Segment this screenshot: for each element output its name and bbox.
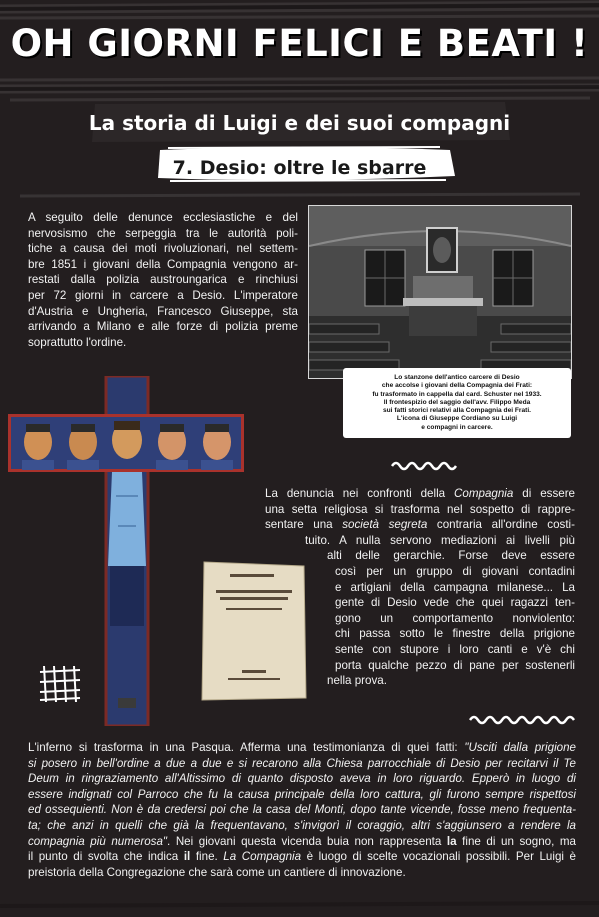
text-line — [28, 818, 576, 834]
text-run: porta qualche pezzo di pane per sostenerli — [335, 658, 575, 672]
text-run: fine di un sogno, ma — [456, 834, 576, 848]
text-run: La Compagnia — [223, 850, 302, 864]
text-run: Compagnia — [454, 487, 514, 500]
text-line — [28, 740, 576, 756]
caption-line: Il frontespizio del saggio dell'avv. Filippo Meda — [383, 398, 531, 406]
text-line: bre 1851 i giovani della Compagnia vengono ar- — [28, 257, 298, 271]
text-run: una setta religiosa si trasforma nel sospetto di rappre- — [265, 502, 575, 516]
text-line — [265, 673, 575, 689]
text-run: fine. — [190, 850, 224, 864]
caption-line: che accolse i giovani della Compagnia dei Frati: — [381, 382, 533, 390]
text-run: si posero in bell'ordine a due a due e si recarono alla Chiesa parrocchiale di Desio per recitarvi il Te — [28, 756, 576, 770]
closing-paragraph — [28, 740, 576, 880]
text-line — [265, 611, 575, 627]
text-line — [28, 756, 576, 772]
text-run: gono un comportamento nonviolento: — [335, 611, 575, 625]
caption-line: Lo stanzone dell'antico carcere di Desio — [394, 374, 520, 381]
photo-caption — [343, 368, 571, 438]
text-line: A seguito delle denunce ecclesiastiche e del — [28, 211, 298, 224]
text-line: nervosismo che serpeggia tra le autorità poli- — [28, 226, 298, 240]
squiggle-decoration — [468, 712, 578, 726]
text-run: sentare una — [265, 518, 343, 532]
text-run: tuito. A nulla servono mediazioni ai livelli più — [305, 533, 575, 547]
text-line — [28, 771, 576, 787]
text-line: soprattutto l'ordine. — [28, 335, 127, 349]
text-run: alti delle gerarchie. Forse deve essere — [327, 549, 575, 563]
text-line: d'Austria e Ungheria, Francesco Giuseppe, sta — [28, 304, 298, 318]
page-title: OH GIORNI FELICI E BEATI ! — [10, 22, 589, 65]
text-run: la — [446, 834, 457, 848]
squiggle-decoration — [390, 458, 460, 472]
text-line — [265, 564, 575, 580]
text-run: nella prova. — [327, 674, 387, 688]
text-run: compagnia più numerosa" — [28, 834, 168, 848]
text-run: e artigiani della campagna milanese... La — [335, 580, 575, 594]
caption-line: L'icona di Giuseppe Cordiano su Luigi — [396, 415, 518, 423]
text-line: tiche a causa dei moti rivoluzionari, nel settem- — [28, 242, 298, 256]
text-line: restati dalla polizia austroungarica e rinchiusi — [28, 273, 298, 287]
chapter-heading: 7. Desio: oltre le sbarre — [172, 157, 427, 179]
caption-line: fu trasformato in cappella dal card. Schuster nel 1933. — [372, 390, 542, 398]
text-run: "Usciti dalla prigione — [464, 741, 576, 754]
text-run: il punto di svolta che indica — [28, 850, 184, 864]
text-run: preistoria della Congregazione che sarà come un cantiere di innovazione. — [28, 865, 406, 879]
text-line — [28, 834, 576, 850]
text-run: La denuncia nei confronti della — [265, 487, 455, 500]
caption-line: sui fatti storici relativi alla Compagnia dei Frati. — [382, 407, 532, 415]
text-line — [28, 849, 576, 865]
text-line: per 72 giorni in carcere a Desio. L'imperatore — [28, 288, 298, 302]
text-run: ta; che anzi in quelli che già la frequentavano, s'invigorì il coraggio, altri s'aggiunsero a rendere la — [28, 818, 576, 832]
text-run: ed ossequienti. Non è da credersi poi che la casa del Monti, dopo tante vicende, fosse meno frequenta- — [28, 803, 576, 817]
text-line — [28, 802, 576, 818]
text-line — [265, 626, 575, 642]
text-run: chi passa sotto le finestre della prigione — [335, 627, 575, 641]
text-run: è luogo di scelte vocazionali possibili. Per Luigi è — [301, 850, 576, 864]
text-run: di essere — [513, 487, 576, 500]
text-line — [265, 533, 575, 549]
middle-paragraph — [265, 486, 575, 689]
text-run: sente con stupore i loro canti e v'è chi — [335, 642, 575, 656]
text-line — [28, 865, 576, 881]
text-line — [265, 486, 575, 502]
text-line — [265, 580, 575, 596]
text-line — [28, 787, 576, 803]
text-line — [265, 548, 575, 564]
text-run: Deum in ringraziamento all'Altissimo di quanto disposto aveva in loro riguardo. Epperò in luogo di — [28, 772, 576, 786]
text-line: arrivando a Milano e alle forze di polizia preme — [28, 320, 298, 334]
text-run: contraria all'ordine costi- — [427, 518, 575, 532]
hatch-scribble-decoration — [38, 662, 82, 706]
text-run: . Nei giovani questa vicenda buia non rappresenta — [167, 834, 447, 848]
caption-line: e compagni in carcere. — [421, 423, 493, 431]
text-run: gente di Desio vede che quei ragazzi ten- — [335, 596, 575, 610]
text-run: essere indignati col Parroco che fu la causa principale della loro cattura, gli furono sempre rispettosi — [28, 787, 576, 801]
page-subtitle: La storia di Luigi e dei suoi compagni — [88, 111, 511, 135]
text-run: il — [183, 850, 191, 864]
intro-paragraph — [28, 210, 298, 350]
text-run: così per un gruppo di giovani contadini — [335, 564, 575, 578]
text-line — [265, 595, 575, 611]
text-line — [265, 517, 575, 533]
text-line — [265, 642, 575, 658]
text-line — [265, 502, 575, 518]
text-run: società segreta — [342, 518, 428, 532]
chapel-photo — [308, 205, 572, 379]
text-run: L'inferno si trasforma in una Pasqua. Afferma una testimonianza di quei fatti: — [28, 741, 465, 754]
text-line — [265, 658, 575, 674]
